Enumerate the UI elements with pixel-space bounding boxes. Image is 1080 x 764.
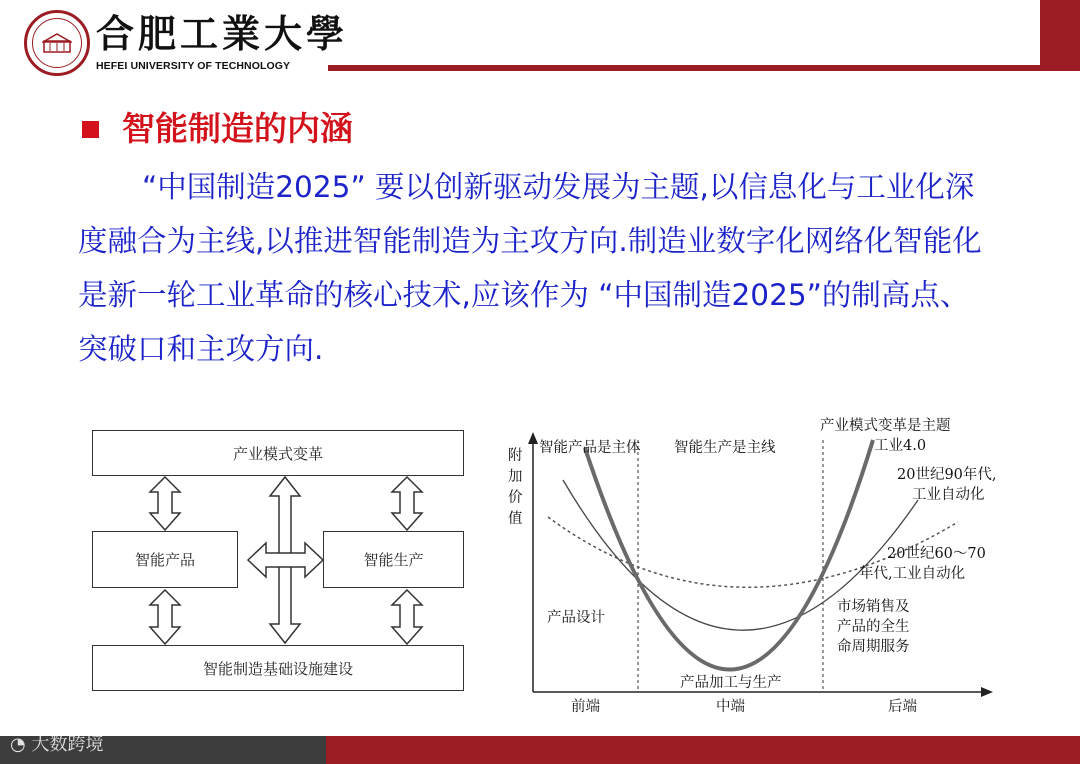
arrow-bottom-left	[150, 590, 180, 644]
zone-label-product: 智能产品是主体	[539, 440, 641, 456]
label-market-line1: 市场销售及	[837, 599, 910, 615]
arrow-center-horizontal	[248, 543, 323, 577]
label-industry-mode: 产业模式变革是主题	[820, 418, 951, 434]
section-title: 智能制造的内涵	[122, 109, 353, 148]
university-name-en: HEFEI UNIVERSITY OF TECHNOLOGY	[96, 60, 291, 72]
zone-label-production: 智能生产是主线	[674, 440, 776, 456]
watermark	[10, 730, 103, 756]
label-processing: 产品加工与生产	[680, 675, 782, 691]
header-divider	[328, 65, 1040, 71]
university-name-cn: 合肥工業大學	[96, 11, 349, 56]
x-label-front: 前端	[571, 699, 600, 715]
label-product-design: 产品设计	[547, 610, 605, 626]
label-1990s-line1: 20世纪90年代,	[897, 467, 997, 483]
body-paragraph: “中国制造2025” 要以创新驱动发展为主题,以信息化与工业化深度融合为主线,以推进智能制造为主攻方向.制造业数字化网络化智能化是新一轮工业革命的核心技术,应该作为 “中国制造2025”的制高点、突破口和主攻方向.	[78, 170, 982, 366]
diagram-box-left: 智能产品	[92, 531, 238, 588]
diagram-box-right: 智能生产	[323, 531, 464, 588]
university-seal-logo	[24, 10, 90, 76]
header-corner-block	[1040, 0, 1080, 71]
diagram-box-bottom: 智能制造基础设施建设	[92, 645, 464, 691]
watermark-text: 大数跨境	[31, 734, 104, 755]
arrow-center-vertical	[270, 477, 300, 643]
title-bullet	[82, 121, 99, 138]
label-1960s-line2: 年代,工业自动化	[859, 566, 966, 582]
diagram-box-top: 产业模式变革	[92, 430, 464, 476]
x-label-back: 后端	[888, 699, 917, 715]
arrow-top-right	[392, 477, 422, 530]
label-market-line3: 命周期服务	[837, 639, 910, 655]
label-1960s-line1: 20世纪60～70	[887, 546, 986, 562]
arrow-bottom-right	[392, 590, 422, 644]
label-market-line2: 产品的全生	[837, 619, 910, 635]
watermark-icon: ◔	[10, 734, 26, 755]
building-icon	[42, 32, 72, 54]
curve-industry40	[585, 440, 873, 670]
x-axis-arrowhead	[981, 687, 993, 697]
arrow-top-left	[150, 477, 180, 530]
y-axis-label: 附 加 价 值	[508, 448, 523, 527]
y-axis-arrowhead	[528, 432, 538, 444]
label-1990s-line2: 工业自动化	[912, 487, 985, 503]
x-label-middle: 中端	[716, 699, 745, 715]
label-industry-40: 工业4.0	[874, 438, 927, 454]
seal-inner-ring	[32, 18, 82, 68]
